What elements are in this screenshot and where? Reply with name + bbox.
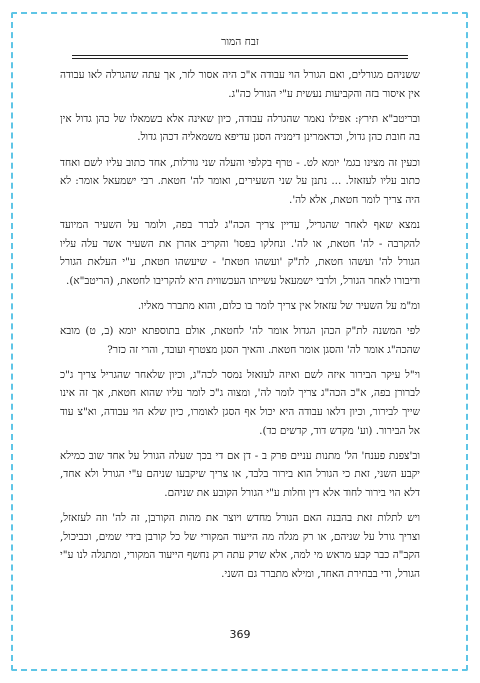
paragraph: ויש לתלות זאת בהבנה האם הגורל מחדש ויוצר את מהות הקורבן, זה לה' וזה לעזאזל, וצריך גורל על שניהם, או רק מגלה מה הייעוד המקורי של כל קורבן בידי שמים, וכביכול, הקב"ה כבר קבע מראש מי למה, אלא שרק עתה רק נחשף הייעוד המקורי, ומתגלה לנו ע"י הגורל, ודי בבחירת האחד, ומילא מתברר גם השני.	[60, 512, 420, 580]
header-rule-bottom	[72, 58, 408, 59]
paragraph: לפי המשנה לת"ק הכהן הגדול אומר לה' לחטאת, אולם בתוספתא יומא (ב, ט) מובא שהכה"ג אומר לה' והסגן אומר חטאת. והאיך הסגן מצטרף ועובד, והרי זה כזר?	[60, 325, 420, 356]
paragraph: ששניהם מגורלים, ואם הגורל הוי עבודה א"כ היה אסור לזר, אך עתה שהגרלה לאו עבודה אין איסור בזה והקביעות נעשית ע"י הגורל כה"ג.	[60, 69, 420, 100]
header-rule-top	[72, 55, 408, 56]
paragraph: וכעין זה מצינו בגמ' יומא לט. - טרף בקלפי והעלה שני גורלות, אחד כתוב עליו לשם ואחד כתוב עליו לעזאזל. ... נתנן על שני השעירים, ואומר לה' חטאת. רבי ישמעאל אומר: לא היה צריך לומר חטאת, אלא לה'.	[60, 156, 420, 206]
paragraph: ובריטב"א תירץ: אפילו נאמר שהגרלה עבודה, כיון שאינה אלא בשמאלו של כהן גדול אין בה חובת כהן גדול, וכדאמרינן דימניה הסגן עדיפא משמאליה דכהן גדול.	[60, 112, 420, 144]
paragraph: וב'צפנת פענח' הל' מתנות עניים פרק ב - דן אם די בכך שעלה הגורל על אחד שוב כמילא יקבע השני, זאת כי הגורל הוא בירור בלבד, או צריך שיקבעו שניהם ע"י הגורל ולא אחד, דלא הוי בירור לחוד אלא דין וחלות ע"י הגורל הקובע את שניהם.	[60, 449, 420, 500]
paragraph: ומ"מ על השעיר של עזאזל אין צריך לומר בו כלום, והוא מתברר מאליו.	[137, 299, 420, 312]
running-header: זבח המור	[221, 36, 259, 48]
page-number: 369	[229, 628, 251, 641]
page-body	[60, 66, 420, 623]
paragraph: וי"ל עיקר הבירור איזה לשם ואיזה לעזאזל נמסר לכה"ג, וכיון שלאחר שהגריל צריך ג"כ לברורן בפה, א"כ הכה"ג צריך לומר לה', ומצוה ג"כ לומר עליו שהוא חטאת, אך זה אינו שייך לבירור, וכיון דלאו עבודה היא יכול אף הסגן לאומרו, כיון שלא הוי עבודה, וא"צ עוד אל הבירור. (וע' מקדש דוד, קדשים כד).	[60, 368, 420, 437]
paragraph: נמצא שאף לאחר שהגריל, עדיין צריך הכה"ג לברר בפה, ולומר על השעיר המיועד להקרבה - לה' חטאת, או לה'. ונחלקו בפסו' והקריב אהרן את השעיר אשר עלה עליו הגורל לה' ועשהו חטאת, לת"ק 'ועשהו חטאת' - שיעשהו חטאת, ע"י העלאת הגורל ודיבורו לאחר הגורל, ולרבי ישמעאל עשייתו העכשווית היא להקריבו לחטאת, (הריטב"א).	[60, 218, 420, 287]
